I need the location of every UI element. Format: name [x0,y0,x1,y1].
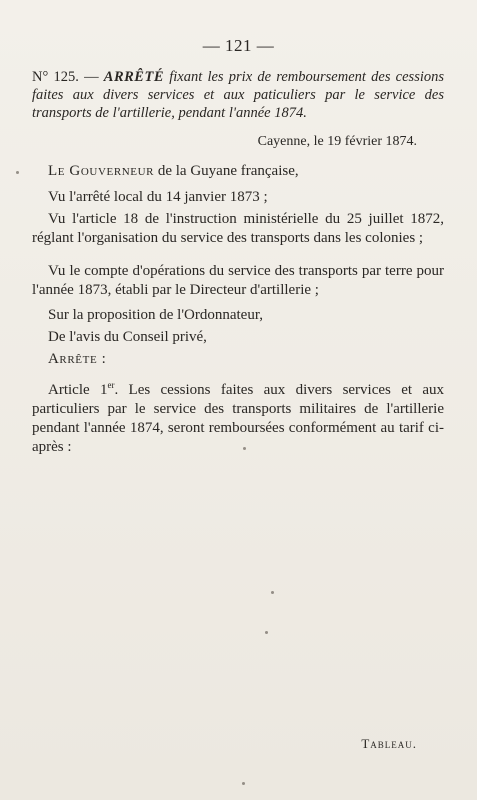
vu-paragraph-3: Vu le compte d'opérations du service des transports par terre pour l'année 1873, établi par le Directeur d'artillerie ; [32,263,444,298]
decree-label: ARRÊTÉ [103,69,165,85]
page-number: — 121 — [202,36,275,55]
paper-speck [271,591,274,594]
paper-speck [242,782,245,785]
article-superscript: er [107,380,115,390]
article-label: Article 1 [48,382,108,398]
paper-speck [243,447,246,450]
proposition-paragraph: Sur la proposition de l'Ordonnateur, [48,307,263,323]
vu-paragraph-1: Vu l'arrêté local du 14 janvier 1873 ; [48,189,268,205]
heading-dash: — [84,69,99,85]
paper-speck [265,631,268,634]
tableau-footer: Tableau. [361,736,417,751]
dateline: Cayenne, le 19 février 1874. [257,134,417,149]
avis-paragraph: De l'avis du Conseil privé, [48,329,207,345]
arrete-label: Arrête : [48,351,107,367]
decree-title: fixant les prix de remboursement des cessions faites aux divers services et aux paticuliers par le service des transports de l'artillerie, pendant l'année 1874. [32,69,445,121]
vu-paragraph-2: Vu l'article 18 de l'instruction ministérielle du 25 juillet 1872, réglant l'organisation du service des transports dans les colonies ; [32,211,444,246]
decree-number: N° 125. [32,69,79,85]
article-text: . Les cessions faites aux divers services et aux particuliers par le service des transports militaires de l'artillerie pendant l'année 1874, seront remboursées conformément au tarif ci-après : [32,382,444,455]
governor-line [32,162,444,181]
paper-speck [16,171,19,174]
governor-label: Le Gouverneur [48,163,155,179]
article-1-paragraph [32,376,444,457]
decree-heading [32,68,444,122]
governor-rest: de la Guyane française, [157,163,299,179]
